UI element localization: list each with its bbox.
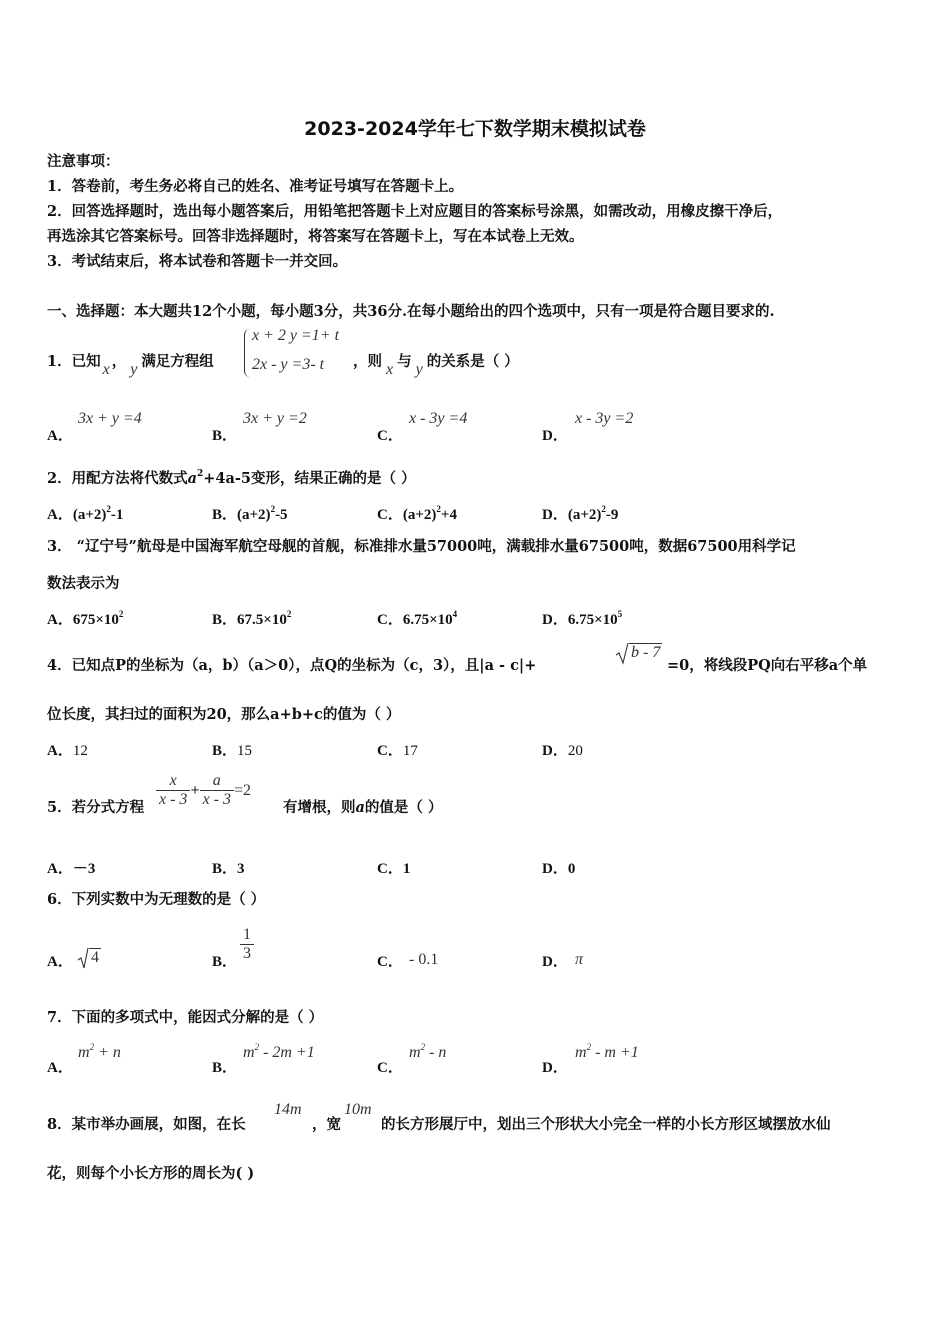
q3-opt-b-base: 67.5×10 [237, 612, 287, 628]
q4-label-a: A． [47, 743, 73, 759]
q2-stem-a: 2．用配方法将代数式 [47, 470, 188, 487]
q2-opt-c-sup: 2 [436, 504, 441, 514]
q6-option-d: π [575, 951, 584, 968]
notice-item-2: 2．回答选择题时，选出每小题答案后，用铅笔把答题卡上对应题目的答案标号涂黑，如需改动，用橡皮擦干净后， [47, 203, 783, 220]
q6-label-a: A． [47, 954, 73, 970]
q1-var-y2: y [415, 361, 423, 378]
q4-opt-d: 20 [567, 743, 583, 759]
q7-opt-a-base: m [78, 1044, 90, 1061]
q7-label-d: D． [542, 1060, 568, 1076]
q5-equation [156, 772, 251, 809]
q4-option-b [212, 739, 252, 760]
q4-sqrt-content: b - 7 [631, 644, 661, 661]
q1-label-b: B． [212, 428, 238, 444]
q5-frac1-num: x [169, 772, 177, 789]
question-1-stem-end [353, 352, 519, 378]
q7-opt-c-sup: 2 [420, 1042, 426, 1052]
q7-option-a [78, 1044, 121, 1062]
q5-eq: =2 [234, 782, 252, 799]
question-3-stem-cont: 数法表示为 [47, 575, 120, 592]
q6-option-c: - 0.1 [409, 951, 439, 968]
q6-sqrt-sign [77, 946, 89, 970]
q5-label-c: C． [377, 861, 403, 877]
q7-opt-b-base: m [243, 1044, 255, 1061]
q1-then: ，则 [353, 353, 382, 370]
q3-option-d [542, 608, 622, 629]
q3-option-b [212, 608, 291, 629]
q3-option-a [47, 608, 123, 629]
q6-option-b [240, 926, 254, 963]
notice-item-1: 1．答卷前，考生务必将自己的姓名、准考证号填写在答题卡上。 [47, 178, 464, 195]
q6-opt-b-den: 3 [240, 944, 254, 963]
q5-frac2-den: x - 3 [200, 790, 234, 809]
q3-label-d: D． [542, 612, 568, 628]
q6-label-c: C． [377, 954, 403, 970]
question-8-stem-c: 的长方形展厅中，划出三个形状大小完全一样的小长方形区域摆放水仙 [381, 1116, 831, 1133]
q5-label-b: B． [212, 861, 238, 877]
q4-label-d: D． [542, 743, 568, 759]
question-1-stem [47, 352, 214, 378]
q1-mid: 满足方程组 [141, 353, 214, 370]
q3-opt-c-sup: 4 [452, 609, 458, 619]
q3-opt-c-base: 6.75×10 [402, 612, 453, 628]
q4-label-b: B． [212, 743, 238, 759]
q5-stem-c: 的值是（ ） [364, 799, 443, 816]
section-heading: 一、选择题：本大题共12个小题，每小题3分，共36分.在每小题给出的四个选项中，只有一项是符合题目要求的. [47, 303, 775, 320]
q1-suffix: 的关系是（ ） [426, 353, 519, 370]
question-5-stem-b [283, 798, 442, 818]
q7-option-c [409, 1044, 446, 1062]
q1-comma: ， [111, 353, 127, 370]
q2-option-c [377, 503, 457, 524]
q2-opt-d-tail: -9 [605, 507, 619, 523]
question-6-stem: 6．下列实数中为无理数的是（ ） [47, 891, 266, 908]
q5-label-d: D． [542, 861, 568, 877]
q1-prefix: 1．已知 [47, 353, 101, 370]
q7-option-b [243, 1044, 315, 1062]
q2-opt-d-base: (a+2) [567, 507, 602, 523]
q7-option-d [575, 1044, 639, 1062]
notice-item-3: 3．考试结束后，将本试卷和答题卡一并交回。 [47, 253, 348, 270]
q1-and: 与 [397, 353, 412, 370]
q7-opt-d-sup: 2 [586, 1042, 592, 1052]
q2-opt-a-sup: 2 [106, 504, 111, 514]
q7-label-a: A． [47, 1060, 73, 1076]
q7-opt-a-sup: 2 [89, 1042, 95, 1052]
q1-equation-1: x + 2 y =1+ t [252, 327, 340, 344]
q8-width: 10m [344, 1101, 372, 1118]
q4-option-c [377, 739, 418, 760]
q5-plus: + [190, 782, 200, 799]
question-4-stem-b: =0，将线段PQ向右平移a个单 [667, 657, 868, 674]
q5-fraction-1 [156, 772, 190, 809]
q7-opt-d-tail: - m +1 [591, 1044, 639, 1061]
q2-stem-b: 变形，结果正确的是（ ） [251, 470, 416, 487]
q1-label-a: A． [47, 428, 73, 444]
q1-var-x2: x [386, 361, 394, 378]
q1-option-a: 3x + y =4 [78, 410, 142, 427]
q5-opt-a: －3 [72, 861, 96, 877]
q4-option-d [542, 739, 583, 760]
q4-label-c: C． [377, 743, 403, 759]
q5-option-b [212, 857, 245, 878]
q1-option-b: 3x + y =2 [243, 410, 307, 427]
q1-var-y: y [130, 361, 138, 378]
q3-opt-b-sup: 2 [286, 609, 292, 619]
notice-heading: 注意事项： [47, 153, 120, 170]
q2-option-b [212, 503, 288, 524]
q3-label-c: C． [377, 612, 403, 628]
q7-opt-d-base: m [575, 1044, 587, 1061]
question-7-stem: 7．下面的多项式中，能因式分解的是（ ） [47, 1009, 324, 1026]
q4-opt-a: 12 [72, 743, 88, 759]
q5-opt-d: 0 [567, 861, 576, 877]
q1-var-x: x [102, 361, 110, 378]
question-4-stem-cont: 位长度，其扫过的面积为20，那么a+b+c的值为（ ） [47, 706, 401, 723]
q5-option-c [377, 857, 410, 878]
q5-label-a: A． [47, 861, 73, 877]
q5-opt-c: 1 [402, 861, 411, 877]
q3-label-a: A． [47, 612, 73, 628]
question-4-stem-a: 4．已知点P的坐标为（a，b）（a＞0），点Q的坐标为（c，3），且|a - c|+ [47, 657, 537, 674]
q5-frac1-den: x - 3 [156, 790, 190, 809]
q7-opt-b-tail: - 2m +1 [259, 1044, 315, 1061]
q5-frac2-num: a [212, 772, 221, 789]
q3-label-b: B． [212, 612, 238, 628]
q5-var: a [355, 799, 365, 816]
q4-opt-b: 15 [237, 743, 253, 759]
q5-option-d [542, 857, 575, 878]
question-8-stem-a: 8．某市举办画展，如图，在长 [47, 1116, 246, 1133]
q5-fraction-2 [200, 772, 234, 809]
q2-opt-b-base: (a+2) [237, 507, 271, 523]
q2-label-b: B． [212, 507, 238, 523]
q2-label-a: A． [47, 507, 73, 523]
q4-opt-c: 17 [402, 743, 418, 759]
q7-opt-c-base: m [409, 1044, 421, 1061]
q7-opt-b-sup: 2 [254, 1042, 260, 1052]
q5-stem-b: 有增根，则 [283, 799, 356, 816]
q8-length: 14m [274, 1101, 302, 1118]
q1-system-brace [244, 329, 251, 377]
q6-opt-b-num: 1 [243, 926, 251, 943]
question-5-stem-a: 5．若分式方程 [47, 799, 145, 816]
page-title: 2023-2024学年七下数学期末模拟试卷 [304, 118, 646, 140]
q2-opt-a-tail: -1 [110, 507, 124, 523]
q2-option-a [47, 503, 123, 524]
q7-label-c: C． [377, 1060, 403, 1076]
q1-label-c: C． [377, 428, 403, 444]
q2-opt-c-base: (a+2) [402, 507, 437, 523]
q2-opt-b-tail: -5 [275, 507, 288, 523]
q2-opt-a-base: (a+2) [72, 507, 107, 523]
q3-option-c [377, 608, 457, 629]
question-3-stem: 3． “辽宁号”航母是中国海军航空母舰的首舰，标准排水量57000吨，满载排水量67500吨，数据67500用科学记 [47, 538, 796, 555]
question-2-stem [47, 469, 416, 489]
q1-equation-2: 2x - y =3- t [252, 356, 325, 373]
q7-label-b: B． [212, 1060, 238, 1076]
q4-option-a [47, 739, 88, 760]
q2-opt-d-sup: 2 [601, 504, 606, 514]
q5-option-a [47, 857, 95, 878]
q3-opt-d-sup: 5 [617, 609, 623, 619]
q2-expr-rest: +4a-5 [203, 470, 252, 487]
q1-option-d: x - 3y =2 [575, 410, 634, 427]
q3-opt-a-base: 675×10 [72, 612, 119, 628]
q5-opt-b: 3 [237, 861, 245, 877]
q3-opt-d-base: 6.75×10 [567, 612, 618, 628]
q2-expr-a: a [187, 470, 197, 487]
q2-opt-b-sup: 2 [270, 504, 276, 514]
q6-label-d: D． [542, 954, 568, 970]
notice-item-2-cont: 再选涂其它答案标号。回答非选择题时，将答案写在答题卡上，写在本试卷上无效。 [47, 228, 584, 245]
q2-label-d: D． [542, 507, 568, 523]
question-8-stem-cont: 花，则每个小长方形的周长为( ) [47, 1165, 255, 1182]
q4-sqrt-sign [615, 641, 629, 665]
q2-option-d [542, 503, 618, 524]
q7-opt-a-tail: + n [94, 1044, 121, 1061]
q3-opt-a-sup: 2 [118, 609, 124, 619]
q7-opt-c-tail: - n [425, 1044, 447, 1061]
q6-opt-a-value: 4 [91, 949, 99, 966]
q2-label-c: C． [377, 507, 403, 523]
q2-expr-sup: 2 [197, 469, 204, 479]
q2-opt-c-tail: +4 [440, 507, 457, 523]
q1-label-d: D． [542, 428, 568, 444]
question-8-stem-b: ，宽 [312, 1116, 341, 1133]
q6-label-b: B． [212, 954, 238, 970]
q1-option-c: x - 3y =4 [409, 410, 468, 427]
